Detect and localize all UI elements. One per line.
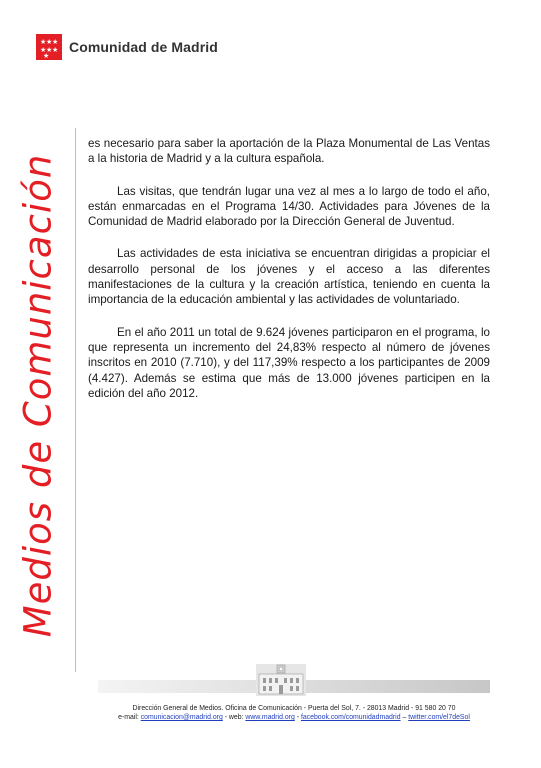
paragraph-3: Las actividades de esta iniciativa se encuentran dirigidas a propiciar el desarrollo personal de los jóvenes y el acceso a las diferentes manifestaciones de la cultura y la creación artística, teniendo en cuenta la importancia de la educación ambiental y las actividades de voluntariado. <box>88 247 490 307</box>
email-link[interactable]: comunicacion@madrid.org <box>140 714 223 721</box>
document-body <box>88 136 490 418</box>
web-link[interactable]: www.madrid.org <box>245 714 295 721</box>
email-label: e-mail: <box>118 714 139 721</box>
paragraph-2: Las visitas, que tendrán lugar una vez al mes a lo largo de todo el año, están enmarcadas en el Programa 14/30. Actividades para Jóvenes de la Comunidad de Madrid elaborado por la Dirección General de Juventud. <box>88 184 490 229</box>
twitter-link[interactable]: twitter.com/el7deSol <box>408 714 470 721</box>
sidebar-label: Medios de Comunicación <box>16 153 60 637</box>
org-name: Comunidad de Madrid <box>69 39 218 55</box>
separator: – <box>402 714 407 721</box>
sidebar-label-container <box>8 130 68 660</box>
web-label: - web: <box>224 714 244 721</box>
vertical-divider <box>75 128 76 672</box>
madrid-stars-icon: ★ ★ ★ ★ ★ ★ ★ <box>36 34 62 60</box>
footer <box>98 704 490 722</box>
separator: - <box>296 714 300 721</box>
paragraph-4: En el año 2011 un total de 9.624 jóvenes participaron en el programa, lo que representa un incremento del 24,83% respecto al número de jóvenes inscritos en 2010 (7.710), y del 117,39% respecto a los participantes de 2009 (4.427). Además se estima que más de 13.000 jóvenes participen en la edición del año 2012. <box>88 325 490 400</box>
facebook-link[interactable]: facebook.com/comunidadmadrid <box>300 714 401 721</box>
real-casa-correos-icon <box>256 664 306 696</box>
footer-address: Dirección General de Medios. Oficina de Comunicación - Puerta del Sol, 7. - 28013 Madrid - 91 580 20 70 <box>132 705 456 712</box>
paragraph-1: es necesario para saber la aportación de la Plaza Monumental de Las Ventas a la historia de Madrid y a la cultura española. <box>88 137 490 166</box>
comunidad-madrid-logo <box>36 34 218 60</box>
footer-contacts <box>98 713 490 722</box>
